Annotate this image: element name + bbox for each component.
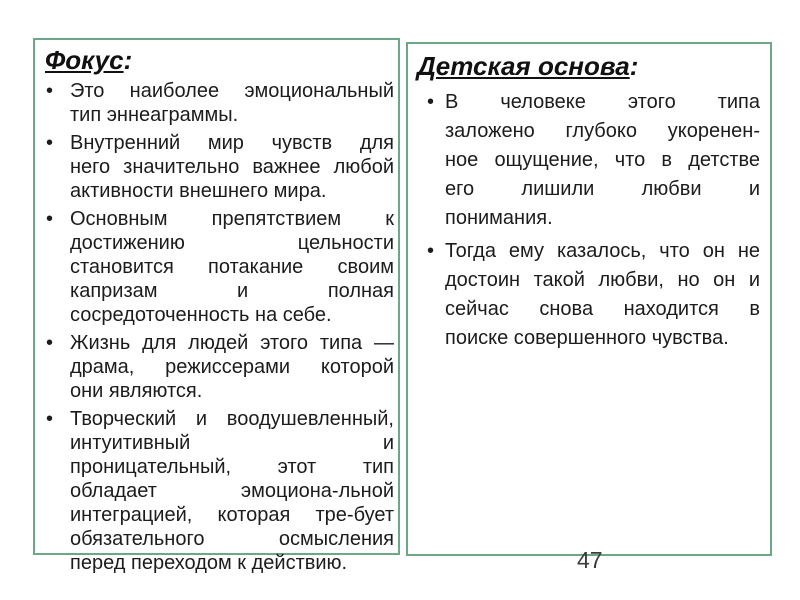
bullet-text (70, 131, 394, 203)
page-number: 47 (577, 547, 603, 573)
bullet-line: Жизнь для людей этого типа — (70, 332, 394, 354)
bullet-line: драма, режиссерами которой (70, 356, 394, 378)
bullet-line: Это наиболее эмоциональный (70, 80, 394, 102)
bullet-line: Основным препятствием к (70, 208, 394, 230)
bullet-line: тип эннеаграммы. (70, 104, 239, 126)
focus-bullet-list (35, 79, 394, 575)
childhood-basis-title-colon: : (629, 51, 639, 81)
bullet-text (70, 79, 394, 127)
bullet-line: понимания. (445, 207, 553, 229)
bullet-item (408, 237, 760, 353)
bullet-icon: • (427, 240, 435, 262)
bullet-line: него значительно важнее любой (70, 156, 394, 178)
bullet-line: достоин такой любви, но он и (445, 269, 760, 291)
bullet-item (35, 331, 394, 403)
bullet-icon: • (46, 408, 54, 430)
focus-title-colon: : (123, 45, 133, 75)
bullet-line: заложено глубоко укоренен- (445, 120, 760, 142)
bullet-text (445, 88, 760, 233)
bullet-line: проницательный, этот тип (70, 456, 394, 478)
bullet-line: перед переходом к действию. (70, 552, 348, 574)
bullet-line: обязательного осмысления (70, 528, 394, 550)
bullet-item (35, 207, 394, 327)
bullet-line: ное ощущение, что в детстве (445, 149, 760, 171)
bullet-line: достижению цельности (70, 232, 394, 254)
bullet-line: сейчас снова находится в (445, 298, 760, 320)
bullet-line: его лишили любви и (445, 178, 760, 200)
focus-textbox (33, 38, 400, 574)
childhood-basis-title-text: Детская основа (417, 51, 630, 81)
bullet-line: они являются. (70, 380, 203, 402)
bullet-icon: • (46, 80, 54, 102)
childhood-basis-textbox (406, 42, 772, 556)
bullet-item (35, 407, 394, 575)
bullet-line: становится потакание своим (70, 256, 394, 278)
bullet-item (35, 79, 394, 127)
bullet-line: В человеке этого типа (445, 91, 760, 113)
childhood-basis-bullet-list (408, 88, 760, 353)
bullet-text (70, 407, 394, 575)
bullet-item (408, 88, 760, 233)
bullet-line: Внутренний мир чувств для (70, 132, 394, 154)
bullet-line: сосредоточенность на себе. (70, 304, 332, 326)
bullet-icon: • (46, 332, 54, 354)
bullet-text (445, 237, 760, 353)
focus-title (45, 44, 394, 76)
bullet-icon: • (46, 208, 54, 230)
bullet-text (70, 207, 394, 327)
focus-title-text: Фокус (45, 45, 124, 75)
bullet-line: интуитивный и (70, 432, 394, 454)
bullet-icon: • (427, 91, 435, 113)
bullet-line: Тогда ему казалось, что он не (445, 240, 760, 262)
bullet-line: активности внешнего мира. (70, 180, 327, 202)
bullet-line: интеграцией, которая тре-бует (70, 504, 394, 526)
bullet-text (70, 331, 394, 403)
bullet-line: капризам и полная (70, 280, 394, 302)
bullet-line: поиске совершенного чувства. (445, 327, 729, 349)
bullet-icon: • (46, 132, 54, 154)
bullet-line: обладает эмоциона-льной (70, 480, 394, 502)
bullet-line: Творческий и воодушевленный, (70, 408, 394, 430)
bullet-item (35, 131, 394, 203)
childhood-basis-title (417, 50, 760, 82)
